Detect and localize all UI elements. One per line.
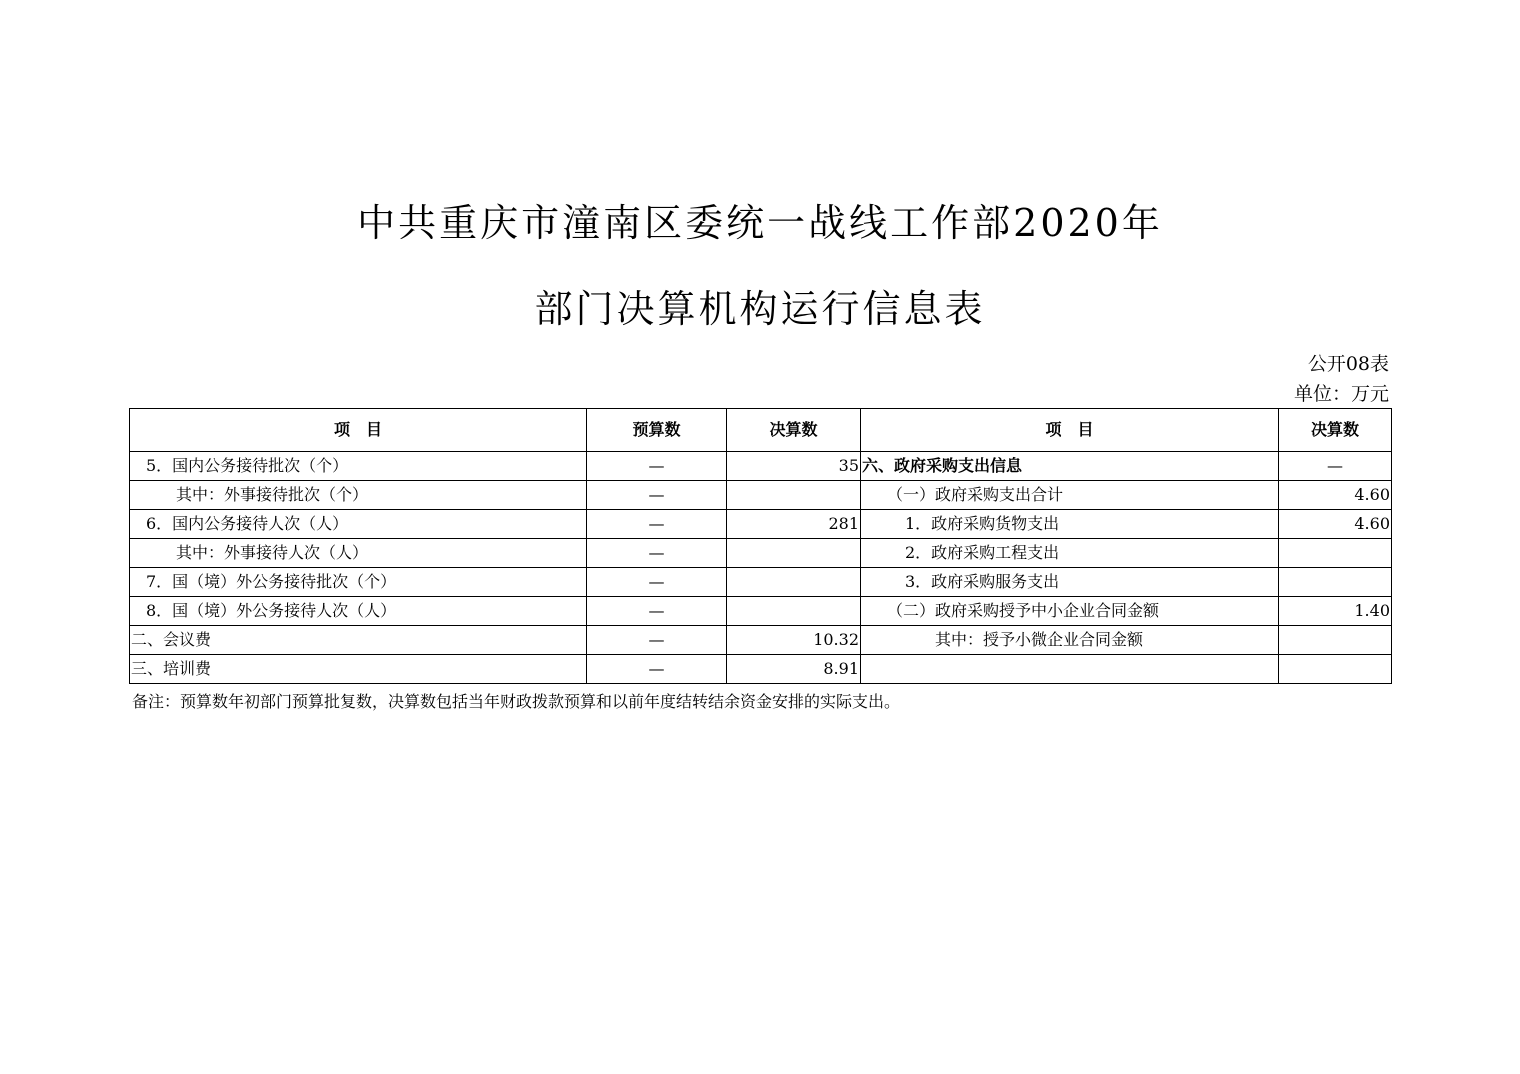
left-final-cell <box>727 597 861 626</box>
right-final-cell <box>1279 655 1392 684</box>
header-final-left: 决算数 <box>727 409 861 452</box>
budget-cell: — <box>587 655 727 684</box>
left-item-cell: 7．国（境）外公务接待批次（个） <box>130 568 587 597</box>
left-item-cell: 5．国内公务接待批次（个） <box>130 452 587 481</box>
table-row <box>130 539 1392 568</box>
right-item-cell: 六、政府采购支出信息 <box>861 452 1279 481</box>
header-budget: 预算数 <box>587 409 727 452</box>
table-row <box>130 510 1392 539</box>
left-final-cell <box>727 568 861 597</box>
table-row <box>130 568 1392 597</box>
right-item-cell: 1．政府采购货物支出 <box>861 510 1279 539</box>
right-item-cell: 2．政府采购工程支出 <box>861 539 1279 568</box>
budget-cell: — <box>587 597 727 626</box>
left-item-cell: 三、培训费 <box>130 655 587 684</box>
form-number: 公开08表 <box>1307 353 1389 375</box>
header-item-left: 项 目 <box>130 409 587 452</box>
table-row <box>130 597 1392 626</box>
right-final-cell: 1.40 <box>1279 597 1392 626</box>
right-item-cell <box>861 655 1279 684</box>
budget-cell: — <box>587 452 727 481</box>
budget-cell: — <box>587 510 727 539</box>
left-final-cell: 281 <box>727 510 861 539</box>
table-row <box>130 452 1392 481</box>
unit-label: 单位：万元 <box>1293 383 1389 405</box>
right-final-cell: 4.60 <box>1279 481 1392 510</box>
left-item-cell: 其中：外事接待人次（人） <box>130 539 587 568</box>
left-item-cell: 6．国内公务接待人次（人） <box>130 510 587 539</box>
table-row <box>130 626 1392 655</box>
left-final-cell <box>727 539 861 568</box>
table-row <box>130 481 1392 510</box>
footnote: 备注：预算数年初部门预算批复数，决算数包括当年财政拨款预算和以前年度结转结余资金安排的实际支出。 <box>132 692 901 711</box>
right-item-cell: 3．政府采购服务支出 <box>861 568 1279 597</box>
right-final-cell: — <box>1279 452 1392 481</box>
right-item-cell: 其中：授予小微企业合同金额 <box>861 626 1279 655</box>
right-item-cell: （二）政府采购授予中小企业合同金额 <box>861 597 1279 626</box>
right-final-cell <box>1279 539 1392 568</box>
header-final-right: 决算数 <box>1279 409 1392 452</box>
operation-info-table <box>129 408 1392 684</box>
right-final-cell <box>1279 626 1392 655</box>
left-final-cell: 8.91 <box>727 655 861 684</box>
page-title-line2: 部门决算机构运行信息表 <box>534 287 986 331</box>
left-final-cell <box>727 481 861 510</box>
table-header-row <box>130 409 1392 452</box>
header-item-right: 项 目 <box>861 409 1279 452</box>
left-final-cell: 10.32 <box>727 626 861 655</box>
budget-cell: — <box>587 539 727 568</box>
budget-cell: — <box>587 481 727 510</box>
table-row <box>130 655 1392 684</box>
left-final-cell: 35 <box>727 452 861 481</box>
left-item-cell: 8．国（境）外公务接待人次（人） <box>130 597 587 626</box>
budget-cell: — <box>587 626 727 655</box>
right-final-cell: 4.60 <box>1279 510 1392 539</box>
page-title-line1: 中共重庆市潼南区委统一战线工作部2020年 <box>357 201 1163 245</box>
budget-cell: — <box>587 568 727 597</box>
left-item-cell: 其中：外事接待批次（个） <box>130 481 587 510</box>
left-item-cell: 二、会议费 <box>130 626 587 655</box>
right-final-cell <box>1279 568 1392 597</box>
right-item-cell: （一）政府采购支出合计 <box>861 481 1279 510</box>
